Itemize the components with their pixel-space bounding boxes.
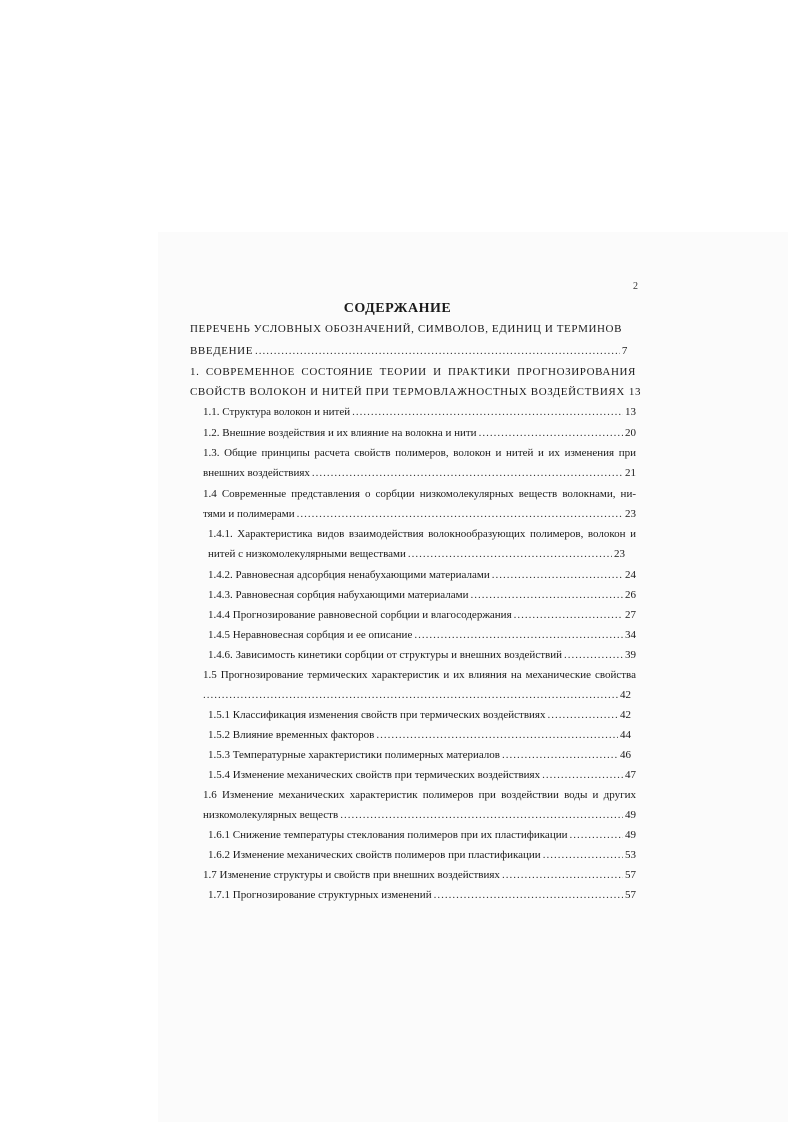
toc-entry-1-2: 1.2. Внешние воздействия и их влияние на волокна и нити ..... 20 [203,426,636,440]
toc-entry-1-7: 1.7 Изменение структуры и свойств при внешних воздействиях ..... 57 [203,868,636,882]
toc-entry-1-4-4: 1.4.4 Прогнозирование равновесной сорбции и влагосодержания ..... 27 [208,608,636,622]
toc-entry-1-5-3: 1.5.3 Температурные характеристики полимерных материалов ..... 46 [208,748,631,762]
toc-entry-1-4-line1: 1.4 Современные представления о сорбции низкомолекулярных веществ волокнами, ни- [203,488,636,500]
toc-entry-1-6-2: 1.6.2 Изменение механических свойств полимеров при пластификации ..... 53 [208,848,636,862]
toc-entry-abbreviations: ПЕРЕЧЕНЬ УСЛОВНЫХ ОБОЗНАЧЕНИЙ, СИМВОЛОВ, ЕДИНИЦ И ТЕРМИНОВ [190,323,623,335]
toc-entry-1-6-line1: 1.6 Изменение механических характеристик полимеров при воздействии воды и других [203,789,636,801]
toc-entry-1-1: 1.1. Структура волокон и нитей ..... 13 [203,405,636,419]
toc-entry-1-4-1: нитей с низкомолекулярными веществами ..... 23 [208,547,625,561]
toc-entry-1-4-2: 1.4.2. Равновесная адсорбция ненабухающими материалами ..... 24 [208,568,636,582]
toc-entry-1-7-1: 1.7.1 Прогнозирование структурных изменений ..... 57 [208,888,636,902]
toc-entry-1-4-5: 1.4.5 Неравновесная сорбция и ее описание ..... 34 [208,628,636,642]
toc-entry-1-5-line1: 1.5 Прогнозирование термических характеристик и их влияния на механические свойства [203,669,636,681]
toc-entry-1-4-1-line1: 1.4.1. Характеристика видов взаимодействия волокнообразующих полимеров, волокон и [208,528,636,540]
page-title: СОДЕРЖАНИЕ [343,301,452,316]
toc-entry-1-5-4: 1.5.4 Изменение механических свойств при термических воздействиях ..... 47 [208,768,636,782]
toc-entry-1-4: тями и полимерами ..... 23 [203,507,636,521]
toc-entry-introduction: ВВЕДЕНИЕ ..... 7 [190,344,628,358]
page-number: 2 [633,281,638,292]
toc-entry-1-5-1: 1.5.1 Классификация изменения свойств при термических воздействиях ..... 42 [208,708,631,722]
toc-entry-1-5: ..... 42 [203,688,631,702]
toc-entry-1-3: внешних воздействиях ..... 21 [203,466,636,480]
toc-entry-chapter1: СВОЙСТВ ВОЛОКОН И НИТЕЙ ПРИ ТЕРМОВЛАЖНОСТНЫХ ВОЗДЕЙСТВИЯХ 13 [190,386,642,398]
toc-entry-1-5-2: 1.5.2 Влияние временных факторов ..... 44 [208,728,631,742]
toc-entry-1-6: низкомолекулярных веществ ..... 49 [203,808,636,822]
toc-entry-1-4-3: 1.4.3. Равновесная сорбция набухающими материалами ..... 26 [208,588,636,602]
toc-entry-1-6-1: 1.6.1 Снижение температуры стеклования полимеров при их пластификации ..... 49 [208,828,636,842]
toc-entry-1-4-6: 1.4.6. Зависимость кинетики сорбции от структуры и внешних воздействий ..... 39 [208,648,636,662]
toc-entry-chapter1-line1: 1. СОВРЕМЕННОЕ СОСТОЯНИЕ ТЕОРИИ И ПРАКТИКИ ПРОГНОЗИРОВАНИЯ [190,366,636,378]
toc-entry-1-3-line1: 1.3. Общие принципы расчета свойств полимеров, волокон и нитей и их изменения при [203,447,636,459]
